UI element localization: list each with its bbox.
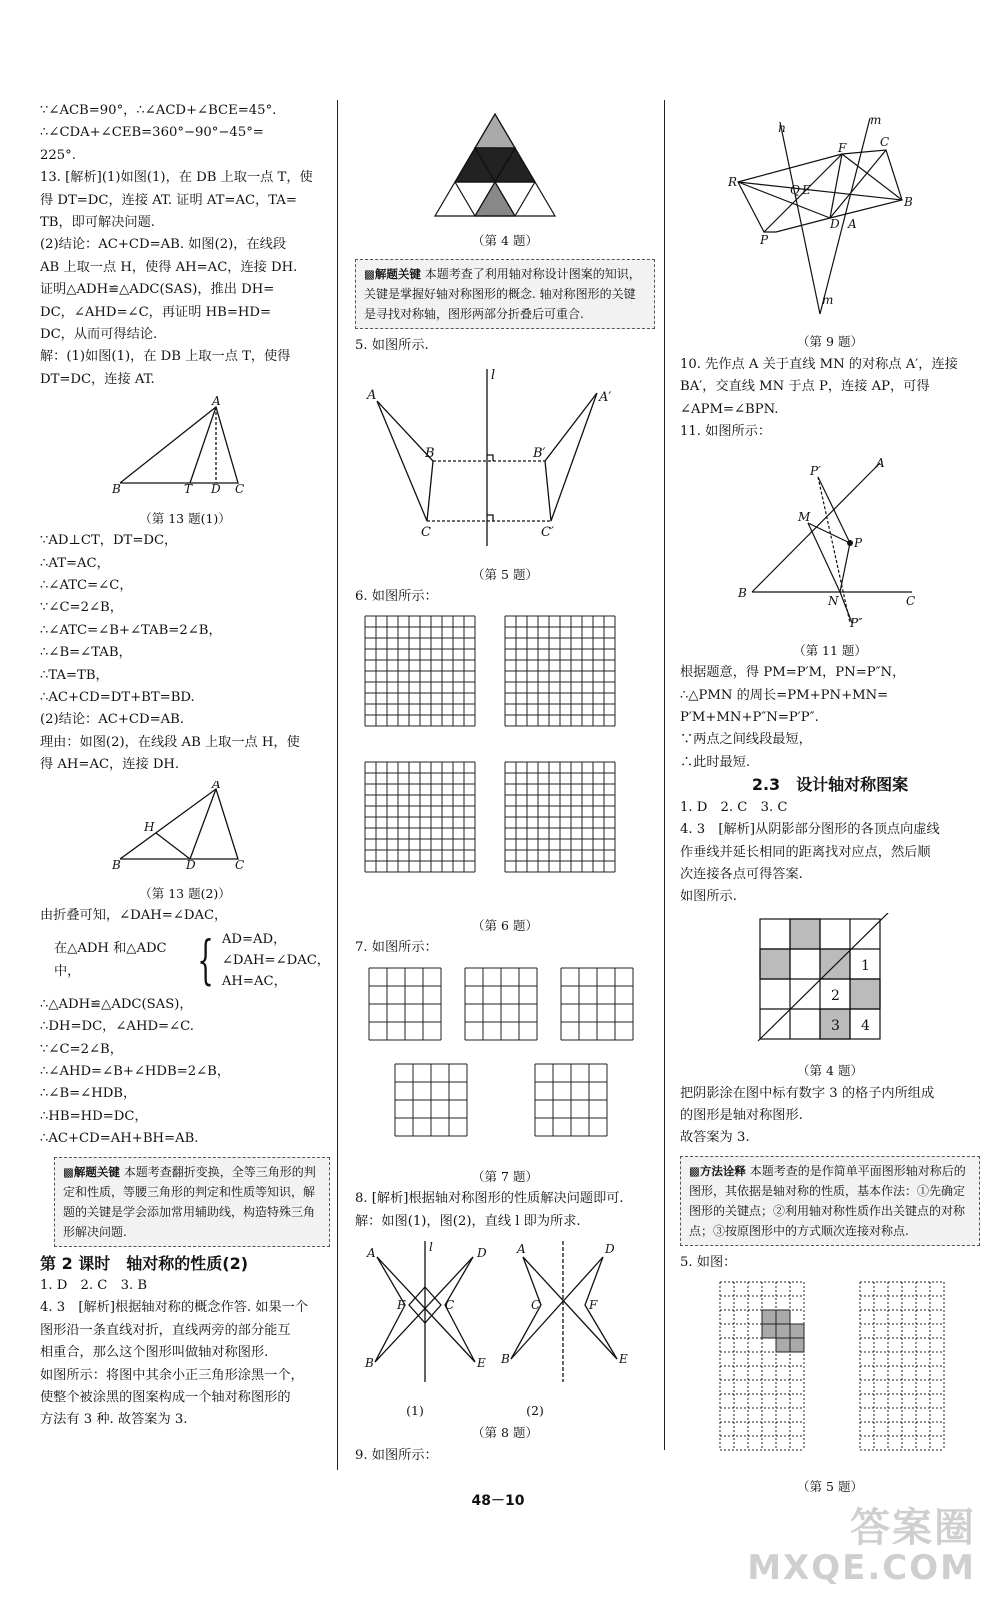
question-4: 4. 3 [解析]根据轴对称的概念作答. 如果一个 (40, 1300, 309, 1316)
box-text: 本题考查的是作简单平面图形轴对称后的图形，其依据是轴对称的性质，基本作法：①先确定图形的关键点；②利用轴对称性质作出关键点的对称点；③按原图形中的方式顺次连接对称点. (689, 1163, 966, 1238)
figure-c3-4 (680, 913, 980, 1056)
text-line: ∴△ADH≌△ADC(SAS)， (40, 996, 193, 1012)
caption: （第 11 题） (793, 642, 867, 658)
question-11: 11. 如图所示： (680, 424, 772, 440)
svg-text:4: 4 (861, 1017, 870, 1034)
key-point-box (54, 1157, 330, 1247)
box-tag: ▩方法诠释 (689, 1163, 746, 1178)
text-line: ∴此时最短. (680, 754, 751, 770)
svg-text:B: B (904, 195, 913, 209)
text-line: ∴∠B=∠HDB， (40, 1086, 137, 1102)
caption: （第 8 题） (472, 1425, 538, 1441)
question-4: 4. 3 [解析]从阴影部分图形的各顶点向虚线 (680, 822, 940, 838)
svg-text:D: D (830, 217, 840, 231)
svg-text:B: B (112, 482, 121, 496)
text-line: 次连接各点可得答案. (680, 866, 803, 882)
svg-text:P′: P′ (810, 464, 821, 479)
svg-text:A′: A′ (599, 390, 612, 406)
text-line: 根据题意，得 PM=P′M，PN=P″N， (680, 665, 906, 681)
svg-text:T: T (184, 482, 193, 496)
figure-c3-11 (680, 447, 980, 635)
method-box (680, 1156, 980, 1246)
caption: （第 5 题） (797, 1478, 863, 1494)
text-line: DT=DC，连接 AT. (40, 371, 155, 387)
svg-text:A: A (367, 1246, 376, 1261)
box-tag: ▩解题关键 (63, 1164, 120, 1179)
question-7: 7. 如图所示： (355, 940, 438, 956)
caption: （第 6 题） (472, 917, 538, 933)
watermark-logo: 答案圈 (850, 1505, 976, 1551)
svg-text:F: F (397, 1298, 406, 1313)
svg-text:D: D (186, 857, 196, 871)
text-line: 解：(1)如图(1)，在 DB 上取一点 T，使得 (40, 349, 291, 365)
text-line: AB 上取一点 H，使得 AH=AC，连接 DH. (40, 259, 298, 275)
answers-line: 1. D 2. C 3. C (680, 799, 788, 815)
text-line: DC，∠AHD=∠C，再证明 HB=HD= (40, 304, 271, 320)
svg-text:P: P (854, 536, 863, 551)
text-line: 把阴影涂在图中标有数字 3 的格子内所组成 (680, 1085, 935, 1101)
text-line: ∴DH=DC，∠AHD=∠C. (40, 1019, 194, 1035)
svg-text:3: 3 (831, 1017, 840, 1034)
svg-text:A: A (876, 456, 885, 471)
svg-text:m: m (870, 114, 882, 127)
sub-captions (355, 1400, 595, 1422)
figure-c2-8 (355, 1237, 655, 1395)
text-line: 得 DT=DC，连接 AT. 证明 AT=AC，TA= (40, 192, 297, 208)
caption: （第 7 题） (472, 1169, 538, 1185)
text-line: ∴△PMN 的周长=PM+PN+MN= (680, 687, 889, 703)
column-1 (40, 100, 330, 1432)
svg-text:C: C (235, 857, 245, 871)
watermark (747, 1505, 976, 1588)
svg-text:C′: C′ (541, 525, 554, 541)
text-line: ∴AC+CD=AH+BH=AB. (40, 1131, 199, 1147)
text-line: 解：如图(1)，图(2)，直线 l 即为所求. (355, 1213, 581, 1229)
box-text: 本题考查翻折变换，全等三角形的判定和性质，等腰三角形的判定和性质等知识，解题的关键是学会添加常用辅助线，构造特殊三角形解决问题. (63, 1164, 316, 1239)
svg-text:P: P (760, 233, 769, 247)
svg-text:B: B (112, 857, 121, 871)
svg-text:D: D (477, 1246, 487, 1261)
svg-text:A: A (848, 217, 857, 231)
svg-text:l: l (491, 368, 496, 384)
text-line: 证明△ADH≌△ADC(SAS)，推出 DH= (40, 282, 275, 298)
watermark-url: MXQE.COM (747, 1548, 976, 1588)
svg-text:D: D (605, 1242, 615, 1257)
svg-text:2: 2 (831, 987, 840, 1004)
text-line: AD=AD， (221, 932, 287, 948)
question-5: 5. 如图所示. (355, 337, 429, 353)
text-line: ∴AC+CD=DT+BT=BD. (40, 689, 195, 705)
svg-text:C: C (531, 1298, 541, 1313)
text-line: (2)结论：AC+CD=AB. 如图(2)，在线段 (40, 237, 287, 253)
text-line: AH=AC， (221, 974, 287, 990)
figure-c3-9 (680, 114, 980, 327)
svg-text:l: l (429, 1240, 433, 1255)
text-line: ∠APM=∠BPN. (680, 401, 779, 417)
svg-text:Q: Q (790, 183, 800, 197)
text-line: ∴AT=AC， (40, 555, 110, 571)
box-tag: ▩解题关键 (364, 266, 421, 281)
svg-text:E: E (477, 1356, 486, 1371)
svg-text:R: R (728, 175, 738, 189)
text-line: ∵∠ACB=90°，∴∠ACD+∠BCE=45°. (40, 103, 277, 118)
text-line: 故答案为 3. (680, 1130, 750, 1146)
brace-system (54, 928, 330, 994)
text-line: 方法有 3 种. 故答案为 3. (40, 1412, 188, 1428)
svg-text:C: C (880, 135, 890, 149)
svg-text:1: 1 (861, 957, 870, 974)
box-text: 本题考查了利用轴对称设计图案的知识，关键是掌握好轴对称图形的概念. 轴对称图形的关键是寻找对称轴，图形两部分折叠后可重合. (364, 266, 641, 321)
column-divider-2 (664, 100, 665, 1450)
text-line: (2)结论：AC+CD=AB. (40, 712, 185, 728)
svg-text:D: D (211, 482, 221, 496)
svg-text:E: E (802, 183, 811, 197)
lesson-title: 第 2 课时 轴对称的性质(2) (40, 1253, 249, 1273)
page-number: 48－10 (471, 1493, 525, 1509)
svg-text:C: C (445, 1298, 455, 1313)
svg-text:N: N (828, 594, 839, 609)
svg-text:m: m (822, 293, 834, 307)
question-6: 6. 如图所示： (355, 589, 438, 605)
brace-icon: { (197, 930, 214, 991)
svg-text:B′: B′ (533, 446, 546, 462)
question-5: 5. 如图： (680, 1254, 737, 1270)
text-line: BA′，交直线 MN 于点 P，连接 AP，可得 (680, 379, 930, 395)
caption: （第 4 题） (797, 1063, 863, 1079)
text-line: DC，从而可得结论. (40, 327, 158, 343)
caption: （第 13 题(2)） (139, 885, 231, 901)
text-line: ∵AD⊥CT，DT=DC， (40, 533, 178, 549)
text-line: ∴∠AHD=∠B+∠HDB=2∠B， (40, 1064, 231, 1079)
question-9: 9. 如图所示： (355, 1447, 438, 1463)
svg-text:F: F (838, 141, 847, 155)
figure-13-1 (40, 395, 330, 503)
section-title: 2.3 设计轴对称图案 (751, 775, 909, 795)
caption: （第 4 题） (472, 233, 538, 249)
svg-text:C: C (421, 525, 431, 541)
column-divider-1 (337, 100, 338, 1470)
text-line: 在△ADH 和△ADC 中， (54, 941, 167, 979)
svg-text:C: C (235, 482, 245, 496)
text-line: 图形沿一条直线对折，直线两旁的部分能互 (40, 1322, 291, 1338)
sub-caption: (2) (526, 1402, 544, 1418)
figure-c2-7 (355, 964, 655, 1162)
text-line: 如图所示. (680, 889, 737, 905)
text-line: 225°. (40, 147, 76, 163)
question-13: 13. [解析](1)如图(1)，在 DB 上取一点 T，使 (40, 170, 313, 186)
svg-text:A: A (212, 780, 221, 791)
svg-text:P″: P″ (850, 616, 863, 628)
text-line: 理由：如图(2)，在线段 AB 上取一点 H，使 (40, 734, 300, 750)
question-8: 8. [解析]根据轴对称图形的性质解决问题即可. (355, 1191, 624, 1207)
column-3 (680, 110, 980, 1498)
svg-text:n: n (778, 121, 786, 135)
key-point-box (355, 259, 655, 329)
figure-c2-5 (355, 361, 655, 559)
text-line: ∴∠CDA+∠CEB=360°−90°−45°= (40, 125, 264, 141)
figure-c3-5 (680, 1278, 980, 1471)
figure-c2-4 (355, 108, 655, 226)
text-line: ∴TA=TB， (40, 667, 109, 683)
column-2 (355, 104, 655, 1467)
text-line: ∵∠C=2∠B， (40, 1041, 123, 1057)
text-line: 相重合，那么这个图形叫做轴对称图形. (40, 1345, 269, 1361)
caption: （第 9 题） (797, 334, 863, 350)
sub-caption: (1) (406, 1402, 424, 1418)
text-line: 如图所示：将图中其余小正三角形涂黑一个， (40, 1367, 304, 1383)
figure-13-2 (40, 781, 330, 879)
svg-text:H: H (144, 819, 155, 834)
text-line: P′M+MN+P″N=P′P″. (680, 710, 819, 726)
svg-text:B: B (425, 446, 435, 462)
caption: （第 13 题(1)） (139, 510, 231, 526)
text-line: 作垂线并延长相同的距离找对应点，然后顺 (680, 844, 931, 860)
text-line: ∠DAH=∠DAC， (221, 953, 330, 969)
text-line: 得 AH=AC，连接 DH. (40, 757, 180, 773)
caption: （第 5 题） (472, 566, 538, 582)
text-line: ∴HB=HD=DC， (40, 1108, 148, 1124)
text-line: ∵两点之间线段最短， (680, 732, 812, 748)
svg-text:B: B (365, 1356, 374, 1371)
text-line: 使整个被涂黑的图案构成一个轴对称图形的 (40, 1390, 291, 1406)
text-line: TB，即可解决问题. (40, 215, 155, 231)
svg-text:A: A (517, 1242, 526, 1257)
svg-text:A: A (367, 388, 377, 404)
svg-text:M: M (798, 510, 811, 525)
figure-c2-6 (355, 612, 655, 910)
text-line: ∴∠B=∠TAB， (40, 645, 132, 661)
svg-text:A: A (212, 395, 221, 409)
svg-text:B: B (501, 1352, 510, 1367)
text-line: ∵∠C=2∠B， (40, 600, 123, 616)
svg-text:F: F (589, 1298, 598, 1313)
text-line: ∴∠ATC=∠B+∠TAB=2∠B， (40, 622, 222, 638)
question-10: 10. 先作点 A 关于直线 MN 的对称点 A′，连接 (680, 356, 958, 372)
svg-text:C: C (906, 594, 916, 609)
svg-text:E: E (619, 1352, 628, 1367)
answers-line: 1. D 2. C 3. B (40, 1278, 148, 1294)
svg-text:B: B (738, 586, 747, 601)
text-line: 的图形是轴对称图形. (680, 1107, 803, 1123)
text-line: ∴∠ATC=∠C， (40, 577, 133, 593)
text-line: 由折叠可知，∠DAH=∠DAC， (40, 908, 228, 924)
